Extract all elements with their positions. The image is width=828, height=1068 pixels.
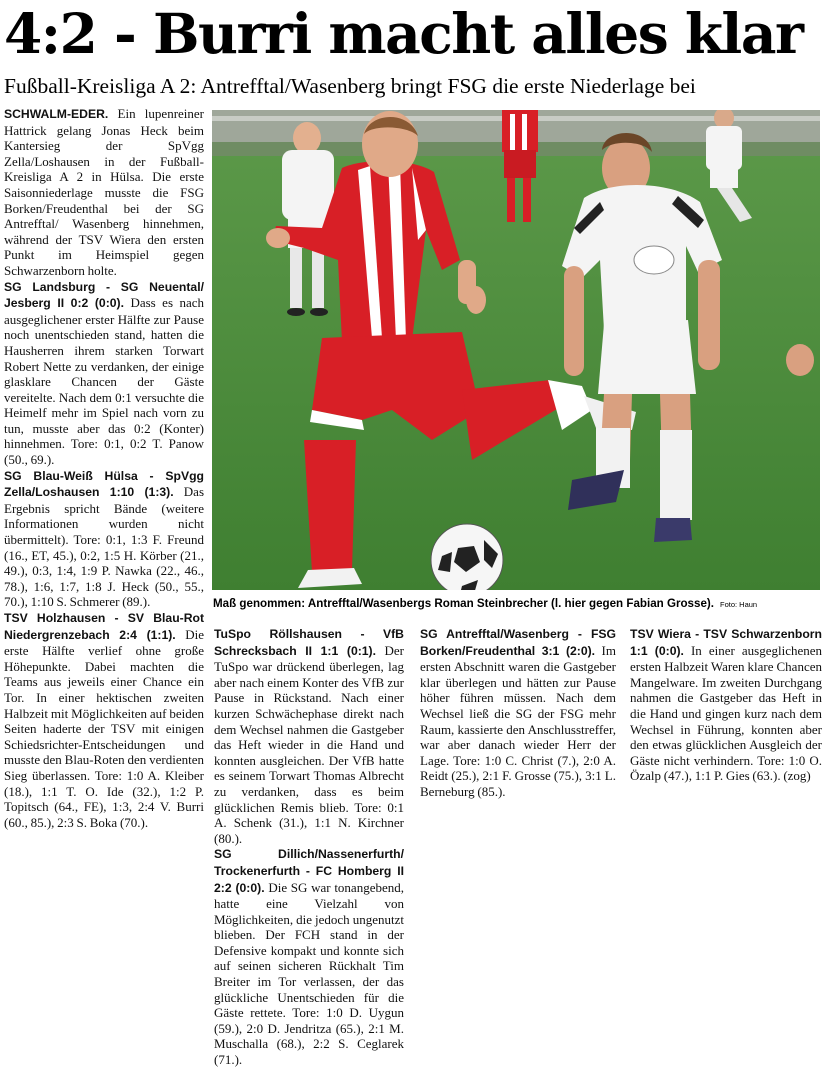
article-column-4 xyxy=(630,626,822,784)
dateline: SCHWALM-EDER. xyxy=(4,107,109,121)
match-text: Der TuSpo war drückend überlegen, lag aber nach einem Konter des VfB zur Pause in Rückstand. Nach einer kurzen Schwächephase direkt nach dem Wechsel nahmen die Gastgeber das Heft wieder in die Hand und konnten ausgleichen. Der VfB hatte es seinem Torwart Thomas Albrecht zu verdanken, dass es beim glücklichen Remis blieb. Tore: 0:1 A. Schenk (31.), 1:1 N. Kirchner (80.). xyxy=(214,642,404,846)
article-column-1 xyxy=(4,106,204,830)
match-text: Die SG war tonangebend, hatte eine Vielzahl von Möglichkeiten, die jedoch ungenutzt blieben. Der FCH stand in der Defensive kompakt und konnte sich auf seinen sicheren Rückhalt Tim Breiter im Tor verlassen, der das glückliche Unentschieden für die Gäste rettete. Tore: 1:0 D. Uygun (59.), 2:0 D. Jendritza (65.), 2:1 M. Muschalla (68.), 2:2 S. Ceglarek (71.). xyxy=(214,879,404,1068)
match-text: Das Ergebnis spricht Bände (weitere Informationen wurden nicht übermittelt). Tore: 0:1, 1:3 F. Freund (16., ET, 45.), 0:2, 1:5 H. Körber (21., 49.), 0:3, 1:4, 1:9 P. Nawka (22., 46., 78.), 1:6, 1:7, 1:8 J. Heck (50., 55., 70.), 1:10 S. Schmerer (89.). xyxy=(4,484,205,610)
match-text: In einer ausgeglichenen ersten Halbzeit Waren klare Chancen Mangelware. Im zweiten Durchgang nahmen die Gastgeber das Heft in die Hand und gingen kurz nach dem Wechsel in Führung, konnten aber den etwas glücklichen Ausgleich der Gäste nicht verhindern. Tore: 1:0 O. Özalp (47.), 1:1 P. Gies (63.). (zog) xyxy=(630,642,822,784)
match-heading: SG Landsburg - SG Neuental/ Jesberg II 0:2 (0:0). xyxy=(4,279,204,311)
match-report xyxy=(4,279,204,468)
match-text: Die erste Hälfte verlief ohne große Höhepunkte. Dabei machten die Teams aus jeweils einer Chance ein Tor. In einer hektischen zweiten Halbzeit mit Möglichkeiten auf beiden Seiten haderte der TSV mit einigen Schiedsrichter-Entscheidungen und musste den Blau-Roten den verdienten Sieg überlassen. Tore: 1:0 A. Kleiber (18.), 1:1 T. O. Ide (32.), 1:2 P. Topitsch (64., FE), 1:3, 2:4 V. Burri (60., 85.), 2:3 S. Boka (70.). xyxy=(4,626,204,830)
article-intro xyxy=(4,106,204,279)
match-report xyxy=(4,468,204,610)
article-column-2 xyxy=(214,626,404,1068)
match-report xyxy=(214,846,404,1067)
match-heading: TuSpo Röllshausen - VfB Schrecksbach II 1:1 (0:1). xyxy=(214,627,404,658)
photo-credit: Foto: Haun xyxy=(719,600,758,609)
photo-caption xyxy=(213,596,821,613)
match-report xyxy=(630,626,822,784)
match-heading: TSV Wiera - TSV Schwarzenborn 1:1 (0:0). xyxy=(630,627,822,658)
intro-text: Ein lupenreiner Hattrick gelang Jonas Heck beim Kantersieg der SpVgg Zella/Loshausen in der Fußball-Kreisliga A 2 in Hülsa. Die erste Saisonniederlage musste die FSG Borken/Freudenthal bei der SG Antrefftal/ Wasenberg hinnehmen, während der TSV Wiera den ersten Punkt im Heimspiel gegen Schwarzenborn holte. xyxy=(4,106,205,278)
match-heading: SG Blau-Weiß Hülsa - SpVgg Zella/Loshausen 1:10 (1:3). xyxy=(4,468,204,500)
match-heading: SG Dillich/Nassenerfurth/ Trockenerfurth - FC Homberg II 2:2 (0:0). xyxy=(214,847,404,895)
match-report xyxy=(420,626,616,800)
article-column-3 xyxy=(420,626,616,800)
match-heading: TSV Holzhausen - SV Blau-Rot Niedergrenzebach 2:4 (1:1). xyxy=(4,611,204,642)
match-report xyxy=(214,626,404,846)
match-photo xyxy=(212,110,820,590)
caption-text: Maß genommen: Antrefftal/Wasenbergs Roman Steinbrecher (l. hier gegen Fabian Grosse). xyxy=(213,597,714,610)
match-text: Dass es nach ausgeglichener erster Hälfte zur Pause noch unentschieden stand, hatten die Hausherren ihrem starken Torwart Robert Nette zu verdanken, der einige glasklare Chancen der Gäste vereitelte. Nach dem 0:1 versuchte die Heimelf mehr im Spiel nach vorn zu tun, musste aber das 0:2 (Konter) hinnehmen. Tore: 0:1, 0:2 T. Panow (50., 69.). xyxy=(4,295,204,468)
football-icon xyxy=(431,524,503,590)
match-report xyxy=(4,610,204,830)
match-text: Im ersten Abschnitt waren die Gastgeber klar überlegen und hätten zur Pause höher führen müssen. Nach dem Wechsel ließ die SG der FSG mehr Raum, kassierte den Anschlusstreffer, war aber danach wieder Herr der Lage. Tore: 1:0 C. Christ (7.), 2:0 A. Reidt (25.), 2:1 F. Grosse (75.), 3:1 L. Berneburg (85.). xyxy=(420,642,616,799)
headline: 4:2 - Burri macht alles klar xyxy=(4,1,803,66)
subheadline: Fußball-Kreisliga A 2: Antrefftal/Wasenberg bringt FSG die erste Niederlage bei xyxy=(4,74,696,98)
match-heading: SG Antrefftal/Wasenberg - FSG Borken/Freudenthal 3:1 (2:0). xyxy=(420,627,616,658)
